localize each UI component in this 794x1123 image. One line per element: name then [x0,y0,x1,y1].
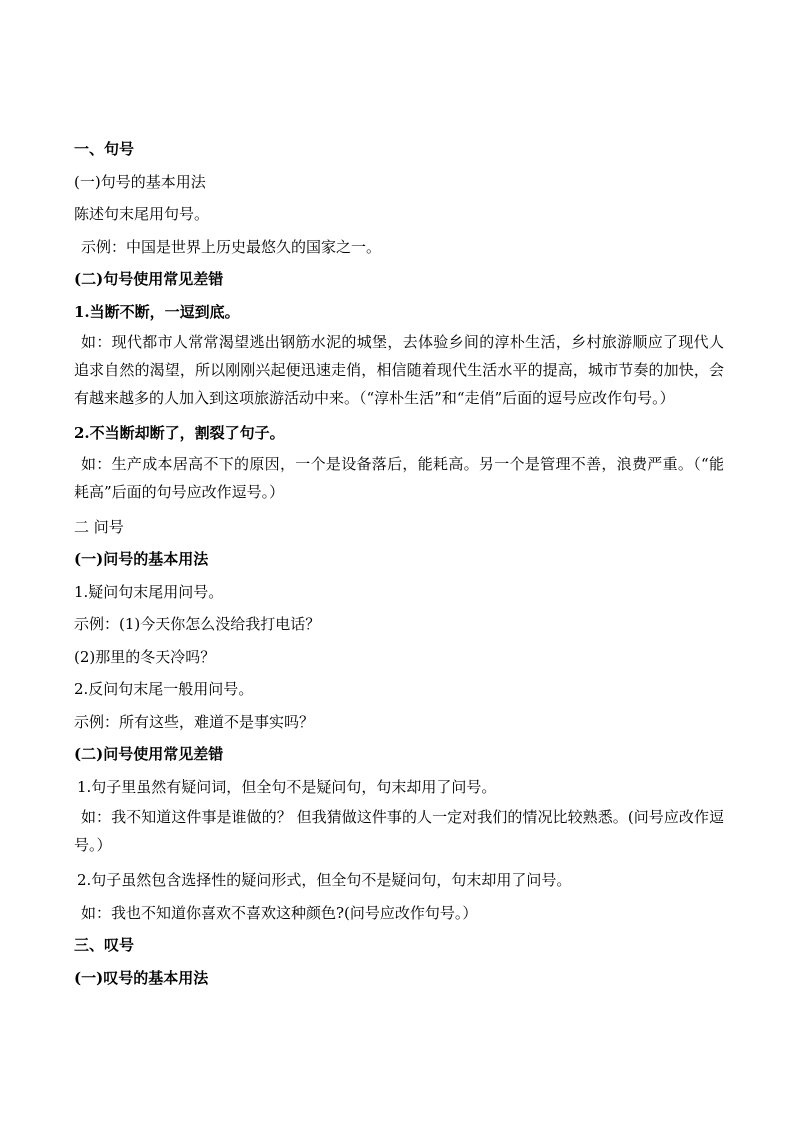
error-title: 2.句子虽然包含选择性的疑问形式，但全句不是疑问句，句末却用了问号。 [77,871,572,889]
error-title: 1.当断不断，一逗到底。 [74,302,240,321]
example-text: 示例：中国是世界上历史最悠久的国家之一。 [81,237,382,256]
subheading-question-common-errors: (二)问号使用常见差错 [74,745,224,763]
subheading-question-basic-usage: (一)问号的基本用法 [74,550,209,568]
rule-text: 2.反问句末尾一般用问号。 [74,680,254,698]
section-heading-exclamation-mark: 三、叹号 [74,936,135,954]
example-paragraph: 如：现代都市人常常渴望逃出钢筋水泥的城堡，去体验乡间的淳朴生活，乡村旅游顺应了现代人追求自然的渴望，所以刚刚兴起便迅速走俏，相信随着现代生活水平的提高，城市节奏的加快，会有越来越多的人加入到这项旅游活动中来。（“淳朴生活”和“走俏”后面的逗号应改作句号。） [74,333,724,407]
error-title: 2.不当断却断了，割裂了句子。 [74,424,285,442]
rule-text: 陈述句末尾用句号。 [74,205,210,223]
subheading-period-basic-usage: (一)句号的基本用法 [74,172,206,191]
document-body [74,133,724,994]
example-paragraph: 如：我不知道这件事是谁做的？ 但我猜做这件事的人一定对我们的情况比较熟悉。(问号应改作逗号。） [74,808,724,854]
section-heading-period: 一、句号 [74,140,135,158]
example-text: (2)那里的冬天冷吗？ [74,647,216,666]
example-text: 如：我也不知道你喜欢不喜欢这种颜色?(问号应改作句号。） [81,903,478,922]
example-paragraph: 如：生产成本居高不下的原因，一个是设备落后，能耗高。另一个是管理不善，浪费严重。（“能耗高”后面的句号应改作逗号。） [74,454,724,501]
subheading-exclamation-basic-usage: (一)叹号的基本用法 [74,968,209,987]
section-heading-question-mark: 二 问号 [74,517,124,536]
example-text: 示例：所有这些，难道不是事实吗？ [74,712,315,731]
subheading-period-common-errors: (二)句号使用常见差错 [74,270,224,288]
example-text: 示例：(1)今天你怎么没给我打电话？ [74,615,321,633]
error-title: 1.句子里虽然有疑问词，但全句不是疑问句，句末却用了问号。 [77,777,497,796]
rule-text: 1.疑问句末尾用问号。 [74,582,224,601]
